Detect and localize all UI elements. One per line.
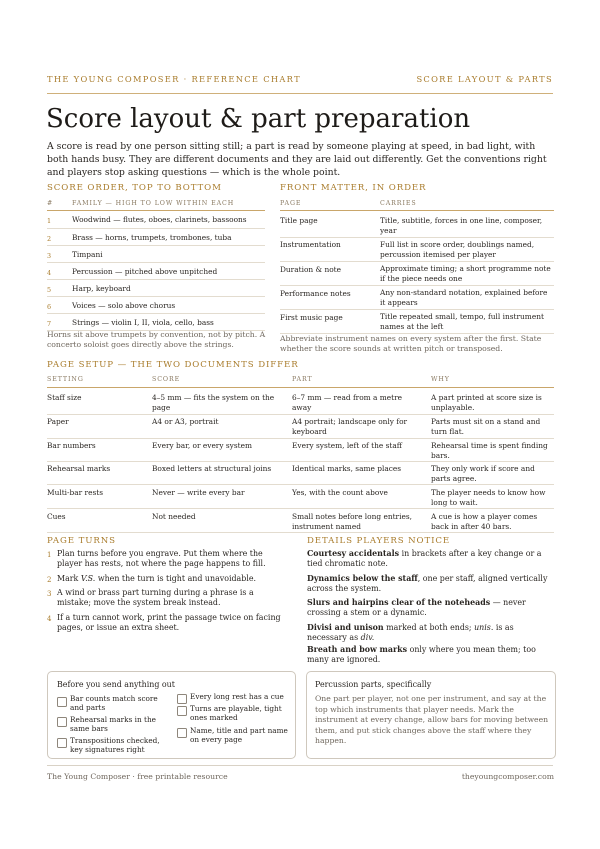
score-cell: Boxed letters at structural joins: [152, 464, 272, 473]
checkbox[interactable]: [177, 728, 187, 738]
checkbox[interactable]: [57, 717, 67, 727]
page-cell: Performance notes: [280, 289, 351, 298]
percussion-title: Percussion parts, specifically: [315, 680, 432, 689]
list-number: 2: [47, 576, 52, 584]
part-cell: 6–7 mm — read from a metre away: [292, 393, 403, 412]
checklist-item: Transpositions checked, key signatures right: [70, 736, 160, 755]
score-cell: Every bar, or every system: [152, 441, 252, 450]
row-divider: [280, 261, 554, 262]
row-number: 3: [47, 252, 52, 260]
col-part: PART: [292, 376, 313, 383]
checklist-item: Turns are playable, tight ones marked: [190, 704, 282, 723]
part-cell: Every system, left of the staff: [292, 441, 403, 450]
checkbox[interactable]: [177, 706, 187, 716]
row-divider: [47, 262, 265, 263]
list-number: 3: [47, 590, 52, 598]
checklist-item: Rehearsal marks in the same bars: [70, 715, 156, 734]
row-divider: [280, 309, 554, 310]
page-turns-heading: PAGE TURNS: [47, 536, 116, 546]
row-divider: [47, 438, 554, 439]
setting-cell: Cues: [47, 512, 66, 521]
setting-cell: Rehearsal marks: [47, 464, 111, 473]
row-divider: [280, 285, 554, 286]
col-why: WHY: [431, 376, 450, 383]
list-number: 4: [47, 615, 52, 623]
checkbox[interactable]: [57, 738, 67, 748]
percussion-box: [306, 671, 556, 759]
score-order-col-family: FAMILY — HIGH TO LOW WITHIN EACH: [72, 200, 235, 207]
footer-left: The Young Composer · free printable resource: [47, 772, 228, 781]
row-number: 6: [47, 303, 52, 311]
footer-divider: [47, 765, 553, 766]
list-item: Plan turns before you engrave. Put them where the player has rests, not where the page happens to fill.: [57, 549, 266, 569]
checklist-item: Every long rest has a cue: [190, 692, 284, 701]
row-divider: [47, 296, 265, 297]
score-order-heading: SCORE ORDER, TOP TO BOTTOM: [47, 183, 222, 193]
list-item: Mark V.S. when the turn is tight and unavoidable.: [57, 574, 257, 583]
list-number: 1: [47, 551, 52, 559]
row-divider: [47, 532, 554, 533]
page-cell: Title page: [280, 216, 318, 225]
score-order-col-num: #: [47, 200, 54, 207]
part-cell: Yes, with the count above: [292, 488, 388, 497]
front-matter-header-rule: [280, 210, 554, 211]
front-matter-heading: FRONT MATTER, IN ORDER: [280, 183, 427, 193]
page-setup-heading: PAGE SETUP — THE TWO DOCUMENTS DIFFER: [47, 360, 299, 370]
footer-website-link[interactable]: theyoungcomposer.com: [461, 772, 554, 781]
why-cell: Rehearsal time is spent finding bars.: [431, 441, 548, 460]
family-cell: Brass — horns, trumpets, trombones, tuba: [72, 233, 232, 242]
row-divider: [47, 228, 265, 229]
row-divider: [47, 461, 554, 462]
family-cell: Voices — solo above chorus: [72, 301, 176, 310]
score-order-header-rule: [47, 210, 265, 211]
intro-paragraph: A score is read by one person sitting still; a part is read by someone playing at speed, in bad light, with both hands busy. They are different documents and they are laid out differently. Get the conventions right and players stop asking questions — which is the whole point.: [47, 141, 547, 179]
score-cell: A4 or A3, portrait: [152, 417, 219, 426]
carries-cell: Title, subtitle, forces in one line, composer, year: [380, 216, 543, 235]
why-cell: Parts must sit on a stand and turn flat.: [431, 417, 541, 436]
row-divider: [280, 237, 554, 238]
checkbox[interactable]: [57, 697, 67, 707]
checklist-title: Before you send anything out: [57, 680, 175, 689]
row-divider: [47, 414, 554, 415]
checklist-box: [47, 671, 296, 759]
page-setup-header-rule: [47, 387, 554, 388]
part-cell: Small notes before long entries, instrument named: [292, 512, 412, 531]
checkbox[interactable]: [177, 694, 187, 704]
carries-cell: Title repeated small, tempo, full instrument names at the left: [380, 312, 544, 331]
setting-cell: Paper: [47, 417, 69, 426]
score-cell: Not needed: [152, 512, 196, 521]
row-number: 4: [47, 269, 52, 277]
checklist-item: Name, title and part name on every page: [190, 726, 288, 745]
part-cell: Identical marks, same places: [292, 464, 402, 473]
row-divider: [47, 484, 554, 485]
header-topic: SCORE LAYOUT & PARTS: [416, 74, 553, 84]
row-number: 5: [47, 286, 52, 294]
row-number: 1: [47, 217, 52, 225]
page-cell: Duration & note: [280, 265, 341, 274]
carries-cell: Full list in score order, doublings named, percussion itemised per player: [380, 240, 535, 259]
setting-cell: Bar numbers: [47, 441, 96, 450]
score-cell: 4–5 mm — fits the system on the page: [152, 393, 275, 412]
list-item: A wind or brass part turning during a phrase is a mistake; move the system break instead.: [57, 588, 254, 608]
front-matter-col-page: PAGE: [280, 200, 302, 207]
front-matter-col-carries: CARRIES: [380, 200, 417, 207]
row-number: 2: [47, 235, 52, 243]
row-number: 7: [47, 320, 52, 328]
list-item: If a turn cannot work, print the passage twice on facing pages, or issue an extra sheet.: [57, 613, 281, 633]
header-brand: THE YOUNG COMPOSER · REFERENCE CHART: [47, 74, 301, 84]
score-order-note: Horns sit above trumpets by convention, not by pitch. A concerto soloist goes directly above the strings.: [47, 330, 266, 350]
front-matter-note: Abbreviate instrument names on every system after the first. State whether the score sounds at written pitch or transposed.: [280, 334, 542, 354]
list-item: Dynamics below the staff, one per staff, aligned vertically across the system.: [307, 574, 548, 594]
row-divider: [47, 313, 265, 314]
why-cell: A cue is how a player comes back in after 40 bars.: [431, 512, 538, 531]
list-item: Divisi and unison marked at both ends; unis. is as necessary as div.: [307, 623, 514, 643]
list-item: Breath and bow marks only where you mean them; too many are ignored.: [307, 645, 536, 665]
why-cell: A part printed at score size is unplayable.: [431, 393, 542, 412]
col-setting: SETTING: [47, 376, 84, 383]
family-cell: Timpani: [72, 250, 103, 259]
family-cell: Strings — violin I, II, viola, cello, bass: [72, 318, 214, 327]
page-cell: Instrumentation: [280, 240, 341, 249]
setting-cell: Multi-bar rests: [47, 488, 104, 497]
why-cell: They only work if score and parts agree.: [431, 464, 535, 483]
details-heading: DETAILS PLAYERS NOTICE: [307, 536, 451, 546]
header-divider: [47, 93, 553, 94]
row-divider: [47, 508, 554, 509]
part-cell: A4 portrait; landscape only for keyboard: [292, 417, 408, 436]
list-item: Slurs and hairpins clear of the noteheads — never crossing a stem or a dynamic.: [307, 598, 526, 618]
percussion-text: One part per player, not one per instrument, and say at the top which instruments that player needs. Mark the instrument at every change, allow bars for moving between them, and put stick changes above the staff where they happen.: [315, 694, 549, 746]
list-item: Courtesy accidentals in brackets after a key change or a tied chromatic note.: [307, 549, 542, 569]
page-cell: First music page: [280, 313, 343, 322]
checklist-item: Bar counts match score and parts: [70, 694, 158, 713]
row-divider: [47, 279, 265, 280]
carries-cell: Approximate timing; a short programme note if the piece needs one: [380, 264, 551, 283]
family-cell: Woodwind — flutes, oboes, clarinets, bassoons: [72, 215, 247, 224]
score-cell: Never — write every bar: [152, 488, 245, 497]
setting-cell: Staff size: [47, 393, 82, 402]
row-divider: [47, 245, 265, 246]
why-cell: The player needs to know how long to wait.: [431, 488, 546, 507]
family-cell: Percussion — pitched above unpitched: [72, 267, 218, 276]
col-score: SCORE: [152, 376, 181, 383]
family-cell: Harp, keyboard: [72, 284, 131, 293]
page-title: Score layout & part preparation: [46, 104, 471, 134]
carries-cell: Any non-standard notation, explained before it appears: [380, 288, 548, 307]
